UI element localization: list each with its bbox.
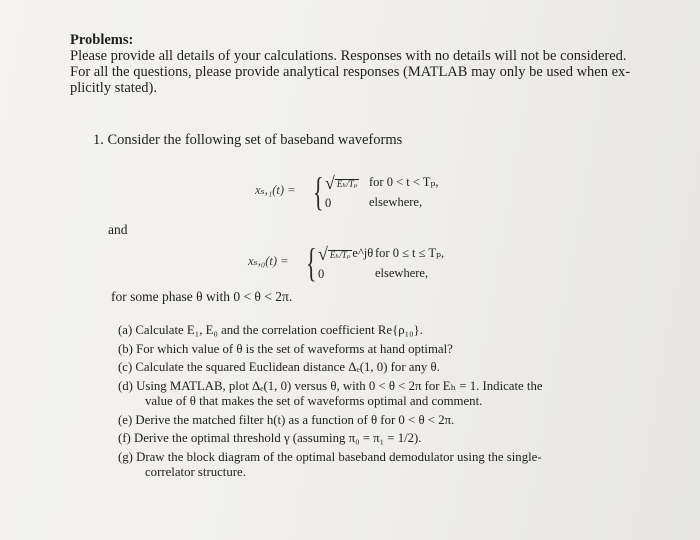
sub-question-b: (b) For which value of θ is the set of waveforms at hand optimal? [118,341,453,356]
equation-1-case2-cond: elsewhere, [369,195,423,209]
sub-question-e: (e) Derive the matched filter h(t) as a function of θ for 0 < θ < 2π. [118,412,455,427]
sub-questions [118,323,543,481]
equation-2-case1-cond: for 0 ≤ t ≤ Tₚ, [375,246,445,260]
question-number: 1. [93,132,104,148]
equation-2-case1-expr: e^jθ [352,246,374,260]
equation-2-lhs: xₛ,₀(t) = [248,254,289,268]
equation-1-sqrt: √ Eₕ/Tₚ [325,173,358,194]
question-1-intro [93,132,402,149]
sub-question-d-cont: value of θ that makes the set of waveforms optimal and comment. [145,394,483,408]
problems-heading: Problems: [70,32,134,48]
instruction-line-2: For all the questions, please provide analytical responses (MATLAB may only be used when ex- [70,64,631,80]
phase-condition: for some phase θ with 0 < θ < 2π. [111,289,293,304]
equation-1-cases [325,172,359,213]
sub-question-c: (c) Calculate the squared Euclidean distance Δₑ(1, 0) for any θ. [118,360,440,374]
sub-question-a: (a) Calculate E₁, E₀ and the correlation coefficient Re{ρ₁₀}. [118,323,423,337]
equation-2-brace: { [306,240,317,285]
problems-intro [70,32,630,96]
equation-2-case2-expr: 0 [318,267,325,282]
equation-1-lhs: xₛ,₁(t) = [255,183,296,197]
sub-question-d: (d) Using MATLAB, plot Δₑ(1, 0) versus θ, with 0 < θ < 2π for Eₕ = 1. Indicate the [118,378,543,393]
sub-question-g-cont: correlator structure. [145,465,246,479]
equation-1-case2-expr: 0 [325,196,332,211]
equation-2-case2-cond: elsewhere, [375,266,429,280]
equation-2-cases [318,243,373,284]
equation-1-brace: { [313,169,324,214]
instruction-line-3: plicitly stated). [70,80,157,96]
equation-1-case1-cond: for 0 < t < Tₚ, [369,175,439,189]
sub-question-f: (f) Derive the optimal threshold γ (assuming π₀ = π₁ = 1/2). [118,431,422,445]
and-text: and [108,222,128,237]
sub-question-g: (g) Draw the block diagram of the optimal baseband demodulator using the single- [118,449,542,464]
instruction-line-1: Please provide all details of your calculations. Responses with no details will not be considered. [70,48,627,64]
question-intro-text: Consider the following set of baseband waveforms [107,132,403,148]
equation-1-conditions [369,172,439,212]
equation-2-conditions [375,243,444,283]
equation-2-sqrt: √ Eₕ/Tₚ [318,244,351,265]
